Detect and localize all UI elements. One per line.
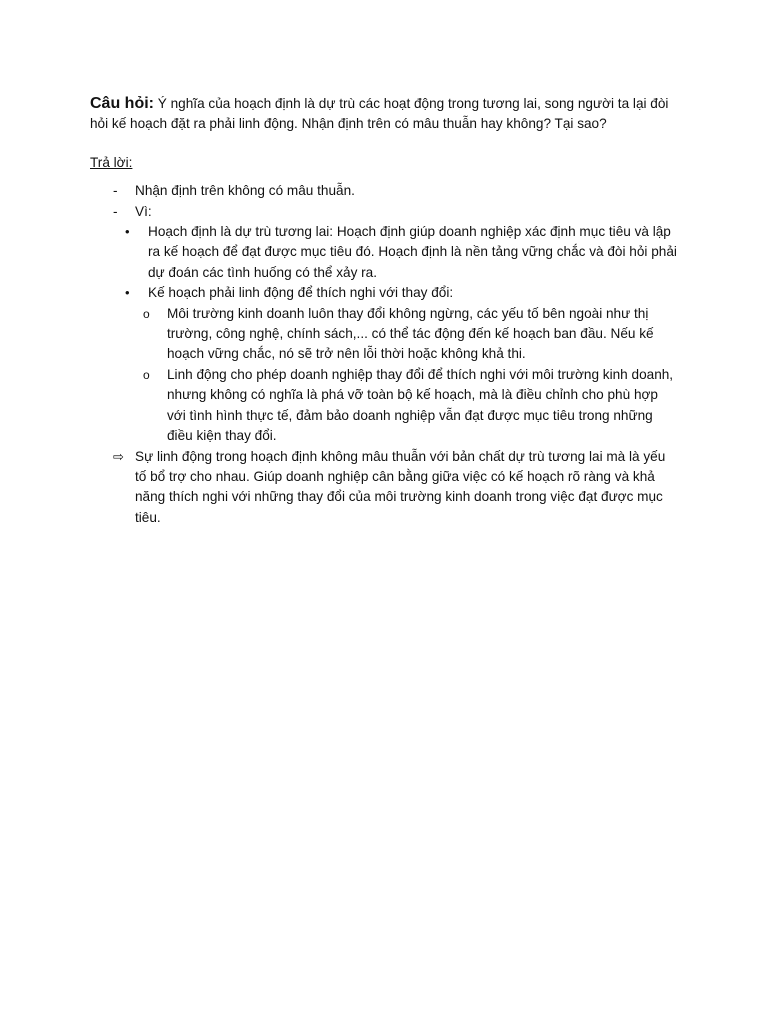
list-item-text: Nhận định trên không có mâu thuẫn. [135,183,355,199]
conclusion-item [90,447,680,529]
bullet-marker: • [125,224,130,240]
list-item-text: Vì: [135,203,152,219]
document-body [90,94,680,528]
circle-marker: o [143,367,150,382]
dash-marker: - [113,183,118,199]
bullet-item [90,222,680,283]
arrow-right-icon: ⇨ [113,448,124,464]
bullet-item-text: Kế hoạch phải linh động để thích nghi với thay đổi: [148,285,454,301]
sub-bullet-item-text: Môi trường kinh doanh luôn thay đổi không ngừng, các yếu tố bên ngoài như thị trường, công nghệ, chính sách,... có thể tác động đến kế hoạch ban đầu. Nếu kế hoạch vững chắc, nó sẽ trở nên lỗi thời hoặc không khả thi. [167,305,654,362]
list-item [90,181,680,201]
circle-marker: o [143,306,150,321]
dash-marker: - [113,203,118,219]
conclusion-text: Sự linh động trong hoạch định không mâu thuẫn với bản chất dự trù tương lai mà là yếu tố bổ trợ cho nhau. Giúp doanh nghiệp cân bằng giữa việc có kế hoạch rõ ràng và khả năng thích nghi với những thay đổi của môi trường kinh doanh trong việc đạt được mục tiêu. [135,448,666,525]
sub-bullet-item [90,365,680,447]
question-label: Câu hỏi: [90,95,154,112]
bullet-item-text: Hoạch định là dự trù tương lai: Hoạch định giúp doanh nghiệp xác định mục tiêu và lập ra kế hoạch để đạt được mục tiêu đó. Hoạch định là nền tảng vững chắc và đòi hỏi phải dự đoán các tình huống có thể xảy ra. [148,224,677,280]
sub-bullet-item [90,304,680,365]
bullet-marker: • [125,285,130,301]
question-paragraph [90,94,680,135]
sub-bullet-item-text: Linh động cho phép doanh nghiệp thay đổi để thích nghi với môi trường kinh doanh, nhưng không có nghĩa là phá vỡ toàn bộ kế hoạch, mà là điều chỉnh cho phù hợp với tình hình thực tế, đảm bảo doanh nghiệp vẫn đạt được mục tiêu trong những điều kiện thay đổi. [167,366,674,444]
list-item [90,202,680,222]
bullet-item [90,283,680,303]
answer-label: Trả lời: [90,154,133,170]
question-text: Ý nghĩa của hoạch định là dự trù các hoạt động trong tương lai, song người ta lại đòi hỏi kế hoạch đặt ra phải linh động. Nhận định trên có mâu thuẫn hay không? Tại sao? [90,96,669,132]
